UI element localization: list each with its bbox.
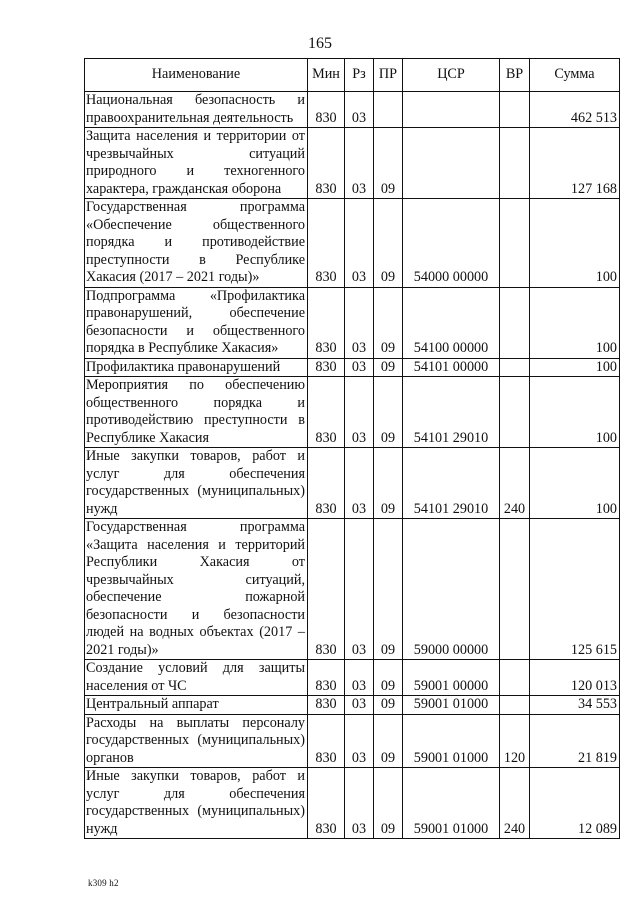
table-row — [85, 696, 620, 715]
row-min: 830 — [308, 714, 345, 768]
row-min: 830 — [308, 768, 345, 839]
page-number: 165 — [308, 35, 332, 52]
table-row — [85, 660, 620, 696]
row-sum: 100 — [530, 377, 620, 448]
row-sum: 127 168 — [530, 128, 620, 199]
row-pr: 09 — [374, 287, 403, 358]
row-sum: 125 615 — [530, 519, 620, 660]
row-csr: 59001 01000 — [403, 768, 500, 839]
row-rz: 03 — [345, 92, 374, 128]
table-row — [85, 358, 620, 377]
row-pr: 09 — [374, 448, 403, 519]
row-name: Государственная программа «Защита населения и территорий Республики Хакасия от чрезвычайных ситуаций, обеспечение пожарной безопасности и безопасности людей на водных объектах (2017 – 2021 годы)» — [85, 519, 308, 660]
row-sum: 100 — [530, 358, 620, 377]
row-vr — [500, 519, 530, 660]
row-csr: 59001 00000 — [403, 660, 500, 696]
row-vr — [500, 199, 530, 288]
table-row — [85, 199, 620, 288]
row-name: Расходы на выплаты персоналу государственных (муниципальных) органов — [85, 714, 308, 768]
row-name: Национальная безопасность и правоохранительная деятельность — [85, 92, 308, 128]
row-csr: 59000 00000 — [403, 519, 500, 660]
row-vr — [500, 377, 530, 448]
row-rz: 03 — [345, 696, 374, 715]
row-pr: 09 — [374, 519, 403, 660]
row-min: 830 — [308, 358, 345, 377]
table-row — [85, 768, 620, 839]
row-rz: 03 — [345, 448, 374, 519]
row-min: 830 — [308, 519, 345, 660]
row-name: Центральный аппарат — [85, 696, 308, 715]
row-vr — [500, 287, 530, 358]
row-name: Защита населения и территории от чрезвычайных ситуаций природного и техногенного характера, гражданская оборона — [85, 128, 308, 199]
header-pr: ПР — [374, 59, 403, 92]
budget-table — [84, 58, 620, 839]
row-pr — [374, 92, 403, 128]
header-name: Наименование — [85, 59, 308, 92]
table-header-row — [85, 59, 620, 92]
table-row — [85, 128, 620, 199]
row-csr — [403, 128, 500, 199]
row-vr — [500, 92, 530, 128]
row-sum: 21 819 — [530, 714, 620, 768]
row-vr: 120 — [500, 714, 530, 768]
row-pr: 09 — [374, 714, 403, 768]
row-name: Иные закупки товаров, работ и услуг для обеспечения государственных (муниципальных) нужд — [85, 768, 308, 839]
header-csr: ЦСР — [403, 59, 500, 92]
row-sum: 100 — [530, 448, 620, 519]
table-row — [85, 714, 620, 768]
row-rz: 03 — [345, 287, 374, 358]
row-csr: 54000 00000 — [403, 199, 500, 288]
row-csr — [403, 92, 500, 128]
row-csr: 59001 01000 — [403, 696, 500, 715]
table-row — [85, 92, 620, 128]
row-rz: 03 — [345, 714, 374, 768]
header-min: Мин — [308, 59, 345, 92]
row-vr — [500, 358, 530, 377]
row-pr: 09 — [374, 660, 403, 696]
table-row — [85, 377, 620, 448]
row-sum: 100 — [530, 287, 620, 358]
row-sum: 462 513 — [530, 92, 620, 128]
row-csr: 54101 00000 — [403, 358, 500, 377]
table-row — [85, 519, 620, 660]
row-pr: 09 — [374, 768, 403, 839]
row-rz: 03 — [345, 358, 374, 377]
table-row — [85, 287, 620, 358]
row-min: 830 — [308, 696, 345, 715]
row-min: 830 — [308, 199, 345, 288]
row-rz: 03 — [345, 768, 374, 839]
row-min: 830 — [308, 448, 345, 519]
header-sum: Сумма — [530, 59, 620, 92]
row-sum: 34 553 — [530, 696, 620, 715]
row-rz: 03 — [345, 199, 374, 288]
footer-code: k309 h2 — [88, 878, 119, 888]
row-csr: 59001 01000 — [403, 714, 500, 768]
row-sum: 120 013 — [530, 660, 620, 696]
row-name: Государственная программа «Обеспечение общественного порядка и противодействие преступности в Республике Хакасия (2017 – 2021 годы)» — [85, 199, 308, 288]
row-name: Мероприятия по обеспечению общественного порядка и противодействию преступности в Республике Хакасия — [85, 377, 308, 448]
row-vr — [500, 660, 530, 696]
row-sum: 100 — [530, 199, 620, 288]
row-vr — [500, 696, 530, 715]
row-name: Создание условий для защиты населения от ЧС — [85, 660, 308, 696]
row-pr: 09 — [374, 696, 403, 715]
row-pr: 09 — [374, 128, 403, 199]
row-pr: 09 — [374, 358, 403, 377]
row-rz: 03 — [345, 519, 374, 660]
row-vr — [500, 128, 530, 199]
row-rz: 03 — [345, 377, 374, 448]
row-min: 830 — [308, 377, 345, 448]
row-vr: 240 — [500, 448, 530, 519]
row-min: 830 — [308, 660, 345, 696]
row-min: 830 — [308, 128, 345, 199]
row-vr: 240 — [500, 768, 530, 839]
row-rz: 03 — [345, 128, 374, 199]
row-csr: 54101 29010 — [403, 377, 500, 448]
row-csr: 54100 00000 — [403, 287, 500, 358]
header-rz: Рз — [345, 59, 374, 92]
row-min: 830 — [308, 92, 345, 128]
row-rz: 03 — [345, 660, 374, 696]
table-row — [85, 448, 620, 519]
header-vr: ВР — [500, 59, 530, 92]
row-pr: 09 — [374, 199, 403, 288]
row-min: 830 — [308, 287, 345, 358]
row-csr: 54101 29010 — [403, 448, 500, 519]
row-name: Иные закупки товаров, работ и услуг для обеспечения государственных (муниципальных) нужд — [85, 448, 308, 519]
row-name: Подпрограмма «Профилактика правонарушений, обеспечение безопасности и общественного порядка в Республике Хакасия» — [85, 287, 308, 358]
row-pr: 09 — [374, 377, 403, 448]
row-name: Профилактика правонарушений — [85, 358, 308, 377]
row-sum: 12 089 — [530, 768, 620, 839]
